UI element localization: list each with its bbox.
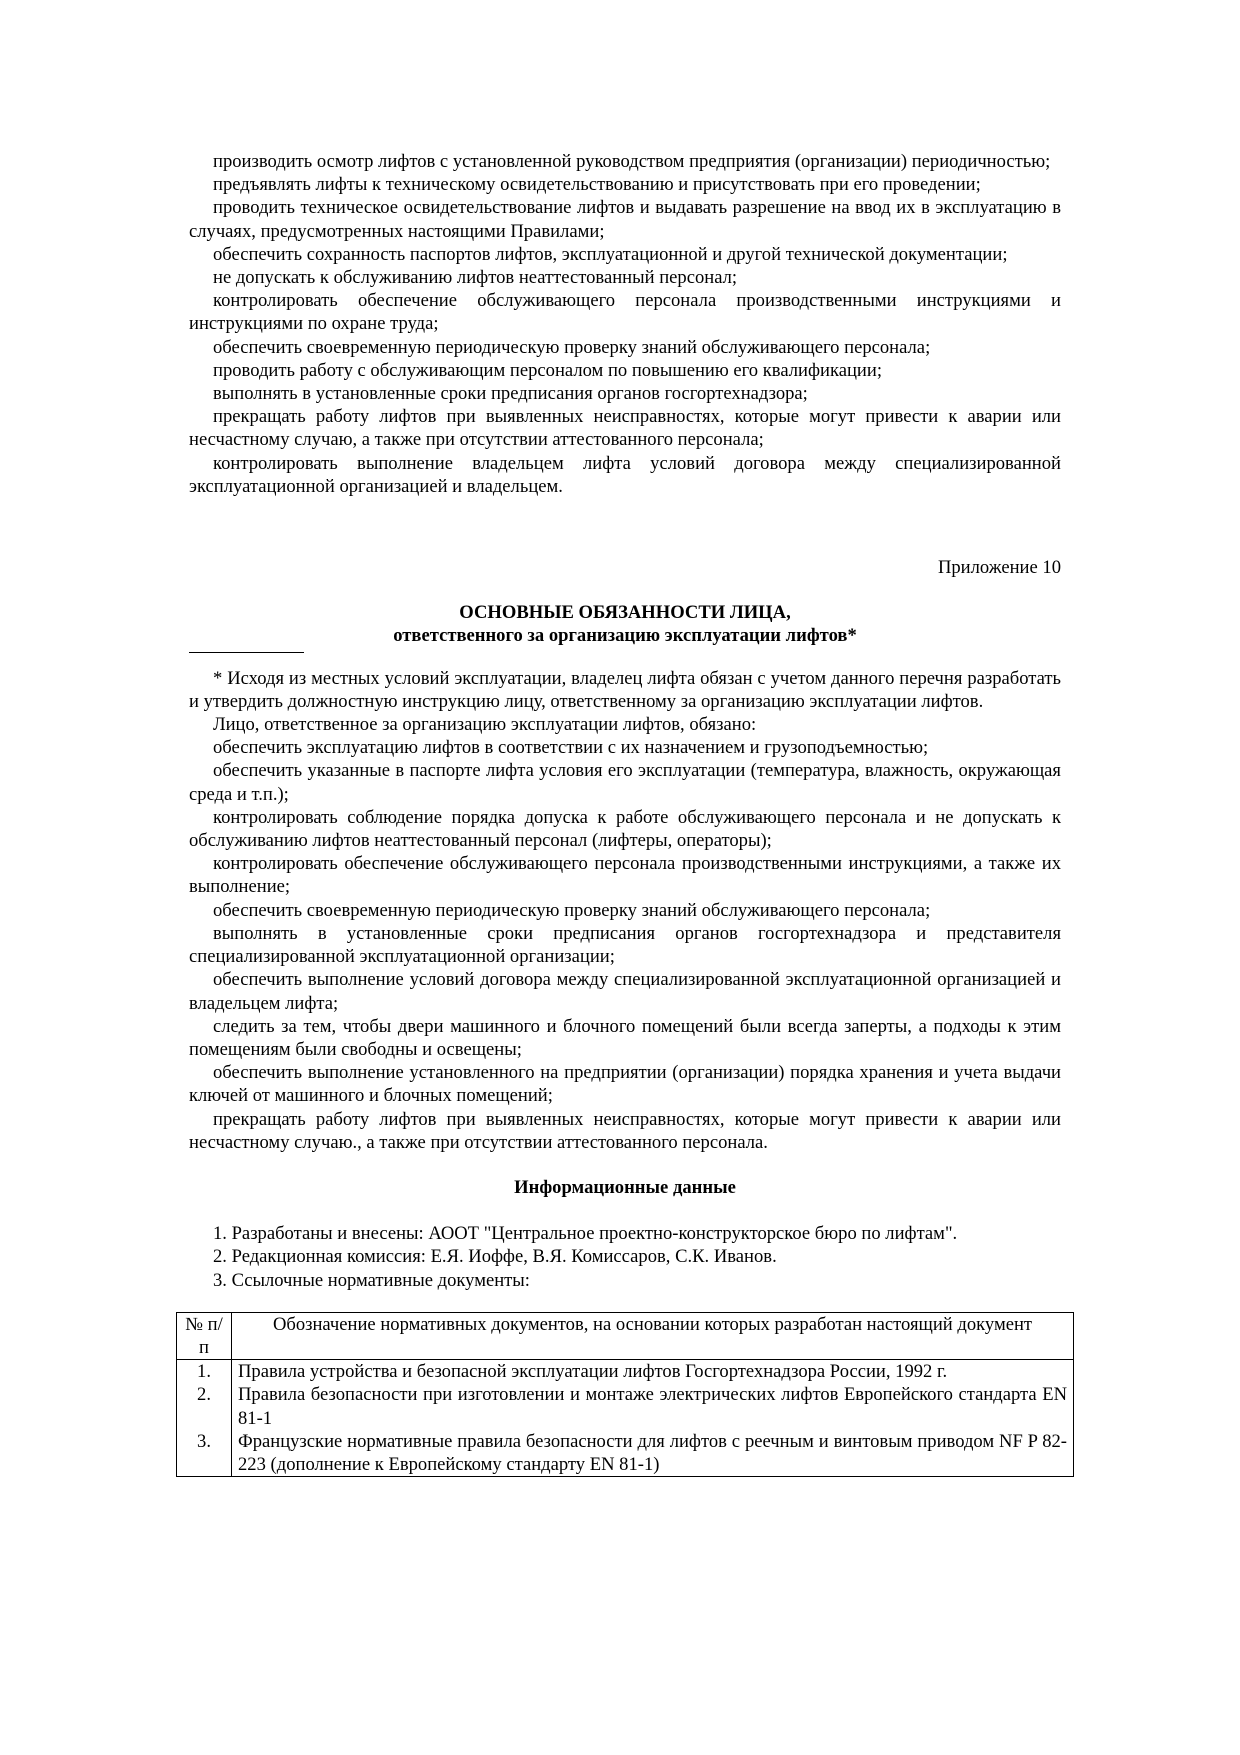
footnote-divider — [189, 652, 304, 653]
appendix-title: ОСНОВНЫЕ ОБЯЗАННОСТИ ЛИЦА, — [459, 602, 791, 624]
duty-item: обеспечить эксплуатацию лифтов в соответствии с их назначением и грузоподъемностью; — [213, 737, 929, 759]
duty-item: обеспечить выполнение условий договора между специализированной эксплуатационной организацией и владельцем лифта; — [189, 969, 1061, 1014]
duty-item: следить за тем, чтобы двери машинного и блочного помещений были всегда заперты, а подходы к этим помещениям были свободны и освещены; — [189, 1015, 1061, 1060]
duty-item: выполнять в установленные сроки предписания органов госгортехнадзора; — [213, 383, 808, 405]
info-item: 3. Ссылочные нормативные документы: — [213, 1269, 530, 1291]
table-row — [177, 1383, 1074, 1429]
duty-item: проводить работу с обслуживающим персоналом по повышению его квалификации; — [213, 359, 882, 381]
duty-item: не допускать к обслуживанию лифтов неаттестованный персонал; — [213, 267, 738, 289]
duty-item: контролировать соблюдение порядка допуска к работе обслуживающего персонала и не допускать к обслуживанию лифтов неаттестованный персонал (лифтеры, операторы); — [189, 806, 1061, 852]
duty-item: обеспечить указанные в паспорте лифта условия его эксплуатации (температура, влажность, окружающая среда и т.п.); — [189, 760, 1061, 805]
duty-item: проводить техническое освидетельствование лифтов и выдавать разрешение на ввод их в эксплуатацию в случаях, предусмотренных настоящими Правилами; — [189, 197, 1061, 242]
appendix-intro: Лицо, ответственное за организацию эксплуатации лифтов, обязано: — [213, 714, 757, 736]
duty-item: обеспечить выполнение установленного на предприятии (организации) порядка хранения и учета выдачи ключей от машинного и блочных помещений; — [189, 1062, 1061, 1107]
duty-item: прекращать работу лифтов при выявленных неисправностях, которые могут привести к аварии или несчастному случаю., а также при отсутствии аттестованного персонала. — [189, 1108, 1061, 1153]
duty-item: предъявлять лифты к техническому освидетельствованию и присутствовать при его проведении; — [213, 174, 981, 196]
column-header-document: Обозначение нормативных документов, на основании которых разработан настоящий документ — [232, 1312, 1074, 1359]
appendix-duties-list — [189, 736, 1061, 1154]
row-number: 2. — [177, 1383, 232, 1429]
footnote: * Исходя из местных условий эксплуатации, владелец лифта обязан с учетом данного перечня разработать и утвердить должностную инструкцию лицу, ответственному за организацию эксплуатации лифтов. — [189, 667, 1061, 712]
duty-item: обеспечить своевременную периодическую проверку знаний обслуживающего персонала; — [213, 899, 931, 921]
info-list — [189, 1222, 1061, 1292]
info-item: 1. Разработаны и внесены: АООТ "Центральное проектно-конструкторское бюро по лифтам". — [213, 1223, 958, 1245]
row-document: Французские нормативные правила безопасности для лифтов с реечным и винтовым приводом NF P 82-223 (дополнение к Европейскому стандарту EN 81-1) — [232, 1430, 1074, 1477]
references-table — [176, 1312, 1074, 1477]
row-document: Правила устройства и безопасной эксплуатации лифтов Госгортехнадзора России, 1992 г. — [232, 1360, 1074, 1384]
table-row — [177, 1360, 1074, 1384]
duty-item: прекращать работу лифтов при выявленных неисправностях, которые могут привести к аварии или несчастному случаю, а также при отсутствии аттестованного персонала; — [189, 406, 1061, 451]
info-heading: Информационные данные — [514, 1176, 736, 1198]
table-header-row — [177, 1312, 1074, 1359]
row-number: 3. — [177, 1430, 232, 1477]
duty-item: контролировать обеспечение обслуживающего персонала производственными инструкциями, а также их выполнение; — [189, 853, 1061, 898]
duties-continued-list — [189, 150, 1061, 498]
duty-item: обеспечить своевременную периодическую проверку знаний обслуживающего персонала; — [213, 336, 931, 358]
row-number: 1. — [177, 1360, 232, 1384]
duty-item: контролировать выполнение владельцем лифта условий договора между специализированной эксплуатационной организацией и владельцем. — [189, 452, 1061, 497]
duty-item: контролировать обеспечение обслуживающего персонала производственными инструкциями и инструкциями по охране труда; — [189, 290, 1061, 335]
appendix-subtitle: ответственного за организацию эксплуатации лифтов* — [393, 625, 857, 647]
info-item: 2. Редакционная комиссия: Е.Я. Иоффе, В.Я. Комиссаров, С.К. Иванов. — [213, 1246, 777, 1268]
duty-item: выполнять в установленные сроки предписания органов госгортехнадзора и представителя специализированной эксплуатационной организации; — [189, 922, 1061, 968]
appendix-label: Приложение 10 — [937, 557, 1061, 579]
row-document: Правила безопасности при изготовлении и монтаже электрических лифтов Европейского стандарта EN 81-1 — [232, 1383, 1074, 1429]
column-header-number: № п/п — [177, 1312, 232, 1359]
table-row — [177, 1430, 1074, 1477]
duty-item: производить осмотр лифтов с установленной руководством предприятия (организации) периодичностью; — [213, 151, 1051, 172]
duty-item: обеспечить сохранность паспортов лифтов, эксплуатационной и другой технической документации; — [213, 243, 1008, 265]
document-page — [185, 150, 1067, 1477]
